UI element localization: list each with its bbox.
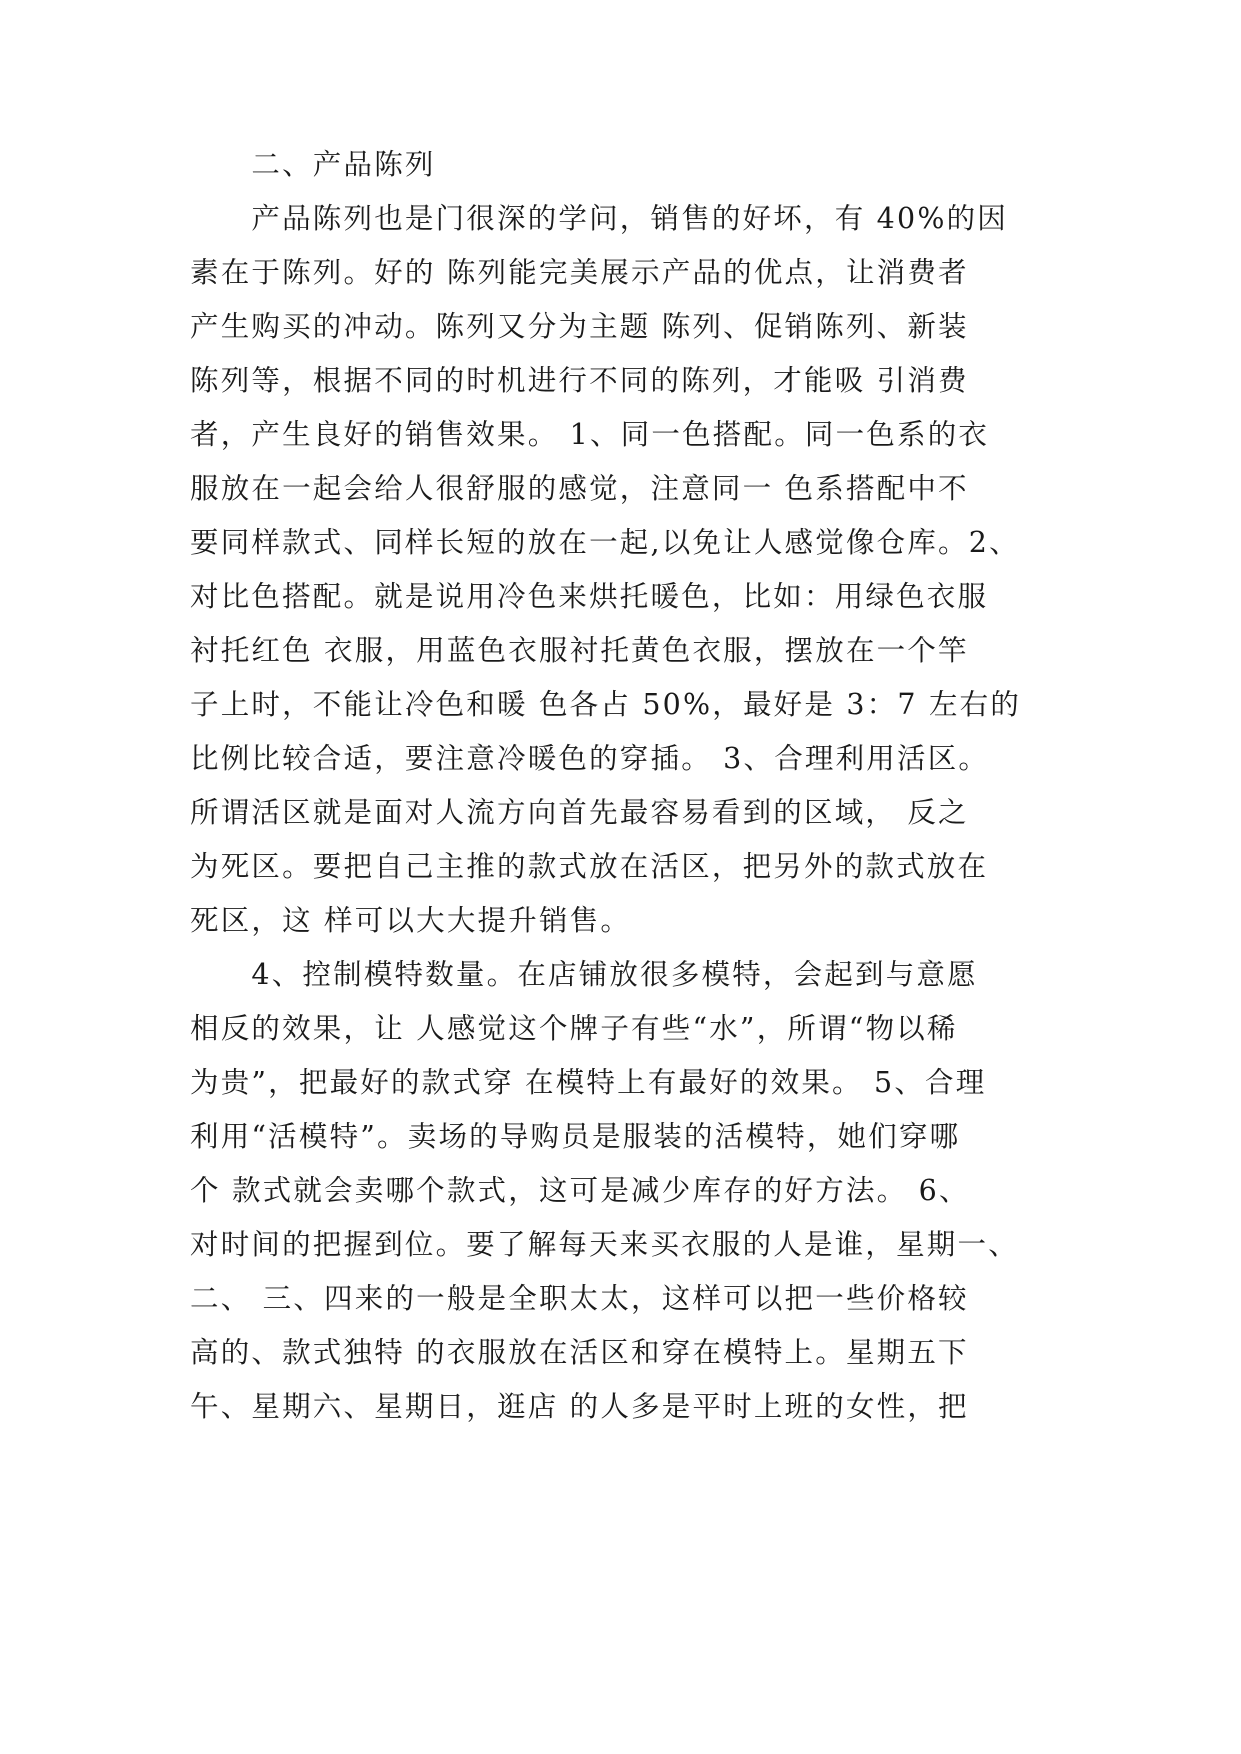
paragraph-line: 所谓活区就是面对人流方向首先最容易看到的区域， 反之 <box>190 796 969 829</box>
paragraph-line: 4、控制模特数量。在店铺放很多模特，会起到与意愿 <box>190 958 978 991</box>
paragraph-line: 高的、款式独特 的衣服放在活区和穿在模特上。星期五下 <box>190 1336 969 1369</box>
paragraph-line: 子上时，不能让冷色和暖 色各占 50%，最好是 3：7 左右的 <box>190 688 1022 721</box>
paragraph-line: 要同样款式、同样长短的放在一起,以免让人感觉像仓库。2、 <box>190 526 1020 559</box>
paragraph-line: 利用“活模特”。卖场的导购员是服装的活模特，她们穿哪 <box>190 1120 961 1153</box>
paragraph-line: 陈列等，根据不同的时机进行不同的陈列，才能吸 引消费 <box>190 364 969 397</box>
paragraph-line: 衬托红色 衣服，用蓝色衣服衬托黄色衣服，摆放在一个竿 <box>190 634 969 667</box>
paragraph-line: 产生购买的冲动。陈列又分为主题 陈列、促销陈列、新装 <box>190 310 969 343</box>
paragraph-line: 相反的效果，让 人感觉这个牌子有些“水”，所谓“物以稀 <box>190 1012 958 1045</box>
paragraph-line: 比例比较合适，要注意冷暖色的穿插。 3、合理利用活区。 <box>190 742 990 775</box>
paragraph-line: 产品陈列也是门很深的学问，销售的好坏，有 40%的因 <box>190 202 1009 235</box>
section-heading: 二、产品陈列 <box>190 148 436 181</box>
paragraph-line: 午、星期六、星期日，逛店 的人多是平时上班的女性，把 <box>190 1390 969 1423</box>
paragraph-line: 者，产生良好的销售效果。 1、同一色搭配。同一色系的衣 <box>190 418 990 451</box>
paragraph-line: 为死区。要把自己主推的款式放在活区，把另外的款式放在 <box>190 850 989 883</box>
paragraph-line: 死区，这 样可以大大提升销售。 <box>190 904 632 937</box>
paragraph-line: 二、 三、四来的一般是全职太太，这样可以把一些价格较 <box>190 1282 969 1315</box>
paragraph-line: 素在于陈列。好的 陈列能完美展示产品的优点，让消费者 <box>190 256 969 289</box>
paragraph-line: 服放在一起会给人很舒服的感觉，注意同一 色系搭配中不 <box>190 472 969 505</box>
paragraph-line: 对比色搭配。就是说用冷色来烘托暖色，比如：用绿色衣服 <box>190 580 989 613</box>
paragraph-line: 个 款式就会卖哪个款式，这可是减少库存的好方法。 6、 <box>190 1174 970 1207</box>
paragraph-line: 为贵”，把最好的款式穿 在模特上有最好的效果。 5、合理 <box>190 1066 987 1099</box>
paragraph-line: 对时间的把握到位。要了解每天来买衣服的人是谁，星期一、 <box>190 1228 1019 1261</box>
